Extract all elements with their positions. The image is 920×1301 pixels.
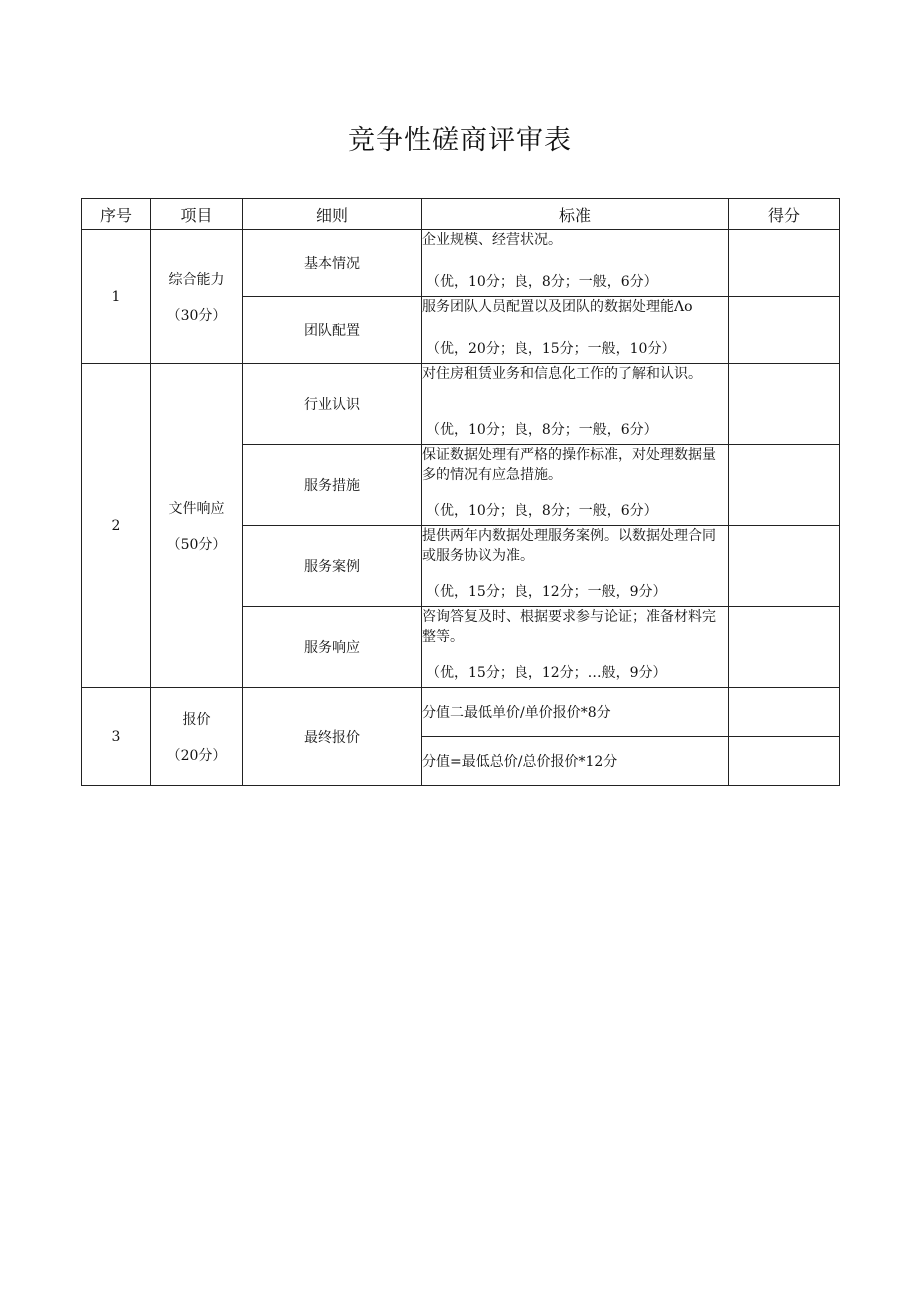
standard-text: 对住房租赁业务和信息化工作的了解和认识。 <box>422 366 702 382</box>
table-row <box>82 230 840 297</box>
header-item: 项目 <box>151 199 243 230</box>
score-cell[interactable] <box>729 445 840 526</box>
page-title: 竞争性磋商评审表 <box>348 125 572 156</box>
detail-cell: 团队配置 <box>243 297 422 364</box>
item-cell <box>151 688 243 786</box>
standard-text: 提供两年内数据处理服务案例。以数据处理合同或服务协议为准。 <box>422 528 716 564</box>
table-row <box>82 688 840 737</box>
item-cell <box>151 364 243 688</box>
standard-rating: （优，20分；良，15分；一般，10分） <box>426 341 676 357</box>
item-points: （20分） <box>166 747 227 764</box>
item-name: 文件响应 <box>168 500 225 517</box>
detail-cell: 最终报价 <box>243 688 422 786</box>
standard-rating: （优，10分；良，8分；一般，6分） <box>426 422 658 438</box>
score-cell[interactable] <box>729 230 840 297</box>
standard-text: 服务团队人员配置以及团队的数据处理能Λo <box>422 299 693 315</box>
seq-cell: 1 <box>82 230 151 364</box>
standard-cell <box>422 230 729 297</box>
detail-cell: 行业认识 <box>243 364 422 445</box>
header-seq: 序号 <box>82 199 151 230</box>
score-cell[interactable] <box>729 364 840 445</box>
standard-rating: （优，10分；良，8分；一般，6分） <box>426 274 658 290</box>
score-cell[interactable] <box>729 526 840 607</box>
score-cell[interactable] <box>729 688 840 737</box>
formula-cell: 分值=最低总价/总价报价*12分 <box>422 737 729 786</box>
standard-cell <box>422 364 729 445</box>
score-cell[interactable] <box>729 607 840 688</box>
standard-rating: （优，15分；良，12分；一般，9分） <box>426 584 667 600</box>
standard-text: 保证数据处理有严格的操作标准，对处理数据量多的情况有应急措施。 <box>422 447 716 483</box>
standard-text: 企业规模、经营状况。 <box>422 232 562 248</box>
standard-cell <box>422 445 729 526</box>
standard-cell <box>422 607 729 688</box>
detail-cell: 服务案例 <box>243 526 422 607</box>
standard-cell <box>422 297 729 364</box>
standard-rating: （优，15分；良，12分；…般，9分） <box>426 665 667 681</box>
detail-cell: 服务措施 <box>243 445 422 526</box>
detail-cell: 服务响应 <box>243 607 422 688</box>
score-cell[interactable] <box>729 297 840 364</box>
item-cell <box>151 230 243 364</box>
standard-text: 咨询答复及时、根据要求参与论证；准备材料完整等。 <box>422 609 716 645</box>
formula-cell: 分值二最低单价/单价报价*8分 <box>422 688 729 737</box>
item-points: （50分） <box>166 536 227 553</box>
detail-cell: 基本情况 <box>243 230 422 297</box>
header-detail: 细则 <box>243 199 422 230</box>
seq-cell: 2 <box>82 364 151 688</box>
item-name: 报价 <box>182 711 211 728</box>
score-cell[interactable] <box>729 737 840 786</box>
item-points: （30分） <box>166 307 227 324</box>
review-table <box>81 198 840 786</box>
seq-cell: 3 <box>82 688 151 786</box>
table-header-row <box>82 199 840 230</box>
standard-rating: （优，10分；良，8分；一般，6分） <box>426 503 658 519</box>
header-score: 得分 <box>729 199 840 230</box>
standard-cell <box>422 526 729 607</box>
table-row <box>82 364 840 445</box>
item-name: 综合能力 <box>168 271 225 288</box>
header-standard: 标准 <box>422 199 729 230</box>
